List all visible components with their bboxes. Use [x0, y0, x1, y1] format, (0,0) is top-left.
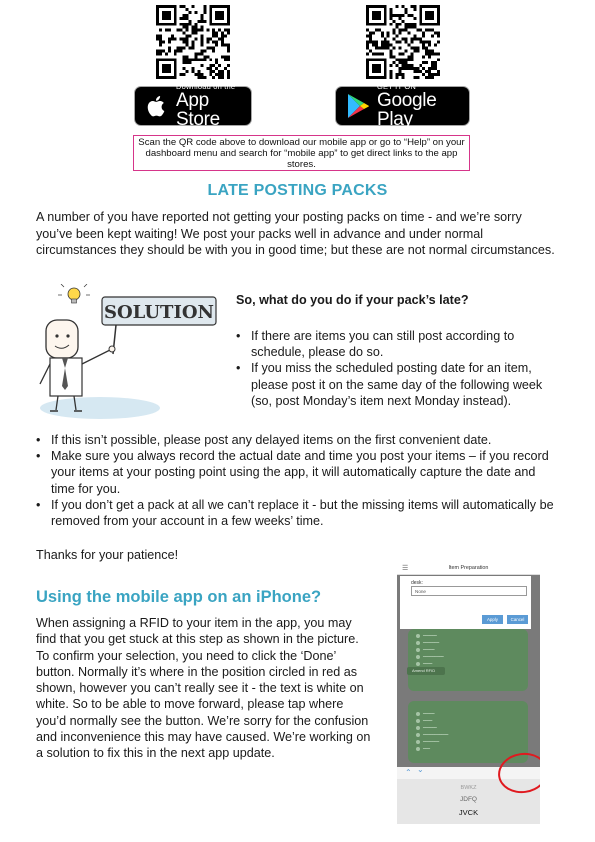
late-bullets-right — [236, 328, 558, 409]
lightbulb-icon — [58, 284, 90, 303]
iphone-body-paragraph: When assigning a RFID to your item in the app, you may find that you get stuck at this step as shown in the picture. To confirm your selection, you need to click the ‘Done’ button. Normally it’s where in the position circled in red as shown, however you can’t really see it - the text is white on white. So to be able to move forward, please tap where you’d normally see the button. We’re sorry for the confusion and inconvenience this may have caused. We’re working on a solution to fix this in the next app update. — [36, 616, 371, 761]
picker-option: JDFQ — [460, 796, 477, 803]
scan-instructions-box — [133, 135, 470, 171]
chevron-down-icon[interactable]: ⌄ — [417, 765, 424, 774]
list-item: • If you miss the scheduled posting date for an item, please post it on the same day of the following week (so, post Monday’s item next Monday instead). — [236, 360, 558, 409]
phone-dialog — [400, 576, 531, 629]
late-posting-title: LATE POSTING PACKS — [207, 182, 388, 199]
phone-header-title: Item Preparation — [448, 565, 489, 571]
phone-header — [397, 561, 540, 575]
late-pack-question: So, what do you do if your pack’s late? — [236, 293, 469, 307]
dialog-select[interactable] — [411, 586, 527, 596]
amend-rfid-button[interactable]: Amend RFID — [407, 667, 445, 675]
dialog-label: desk: — [411, 580, 423, 586]
hamburger-menu-icon: ☰ — [402, 565, 409, 572]
google-play-small-text: GET IT ON — [377, 81, 417, 91]
list-item: • If you don’t get a pack at all we can’t replace it - but the missing items will automatically be removed from your account in a few weeks’ time. — [36, 497, 558, 529]
late-intro-paragraph: A number of you have reported not getting your posting packs on time - and we’re sorry you’ve been kept waiting! We post your packs well in advance and under normal circumstances they should be with you in good time; but these are not normal circumstances. — [36, 210, 555, 258]
google-play-big-text: Google Play — [377, 90, 437, 131]
scan-instructions-text: Scan the QR code above to download our mobile app or go to “Help” on your dashboard menu and search for “mobile app” to get direct links to the app stores. — [138, 137, 465, 170]
apply-button[interactable]: Apply — [482, 615, 503, 624]
google-play-qr-code — [366, 5, 440, 79]
phone-screenshot — [397, 561, 540, 824]
chevron-up-icon[interactable]: ⌃ — [405, 768, 412, 777]
picker-option: BWKZ — [460, 785, 477, 791]
late-bullets-full — [36, 432, 558, 529]
app-store-badge[interactable] — [134, 81, 252, 131]
list-item: • Make sure you always record the actual date and time you post your items – if you record your items at your posting point using the app, it will automatically capture the date and time for you. — [36, 448, 558, 497]
apple-icon — [145, 92, 169, 120]
thanks-text: Thanks for your patience! — [36, 548, 179, 562]
phone-green-panel-2: ━━━━━ ━━━━ ━━━━━━ ━━━━━━━━━━━ ━━━━━━━ ━━━ — [408, 701, 528, 763]
dialog-select-value: None — [415, 589, 426, 594]
solution-illustration — [36, 284, 224, 424]
app-store-qr-code — [156, 5, 230, 79]
solution-sign-text: SOLUTION — [104, 302, 214, 323]
app-store-small-text: Download on the — [176, 81, 236, 91]
app-store-big-text: App Store — [176, 90, 220, 131]
list-item: • If there are items you can still post according to schedule, please do so. — [236, 328, 558, 360]
list-item: • If this isn’t possible, please post any delayed items on the first convenient date. — [36, 432, 558, 448]
google-play-badge[interactable] — [335, 81, 470, 131]
google-play-icon — [346, 92, 370, 120]
phone-green-panel-1: ━━━━━━ ━━━━━━━ ━━━━━ ━━━━━━━━━ ━━━━ — [408, 629, 528, 691]
picker-option-selected: JVCK — [458, 808, 479, 817]
iphone-section-title: Using the mobile app on an iPhone? — [36, 588, 322, 606]
cancel-button[interactable]: Cancel — [507, 615, 528, 624]
